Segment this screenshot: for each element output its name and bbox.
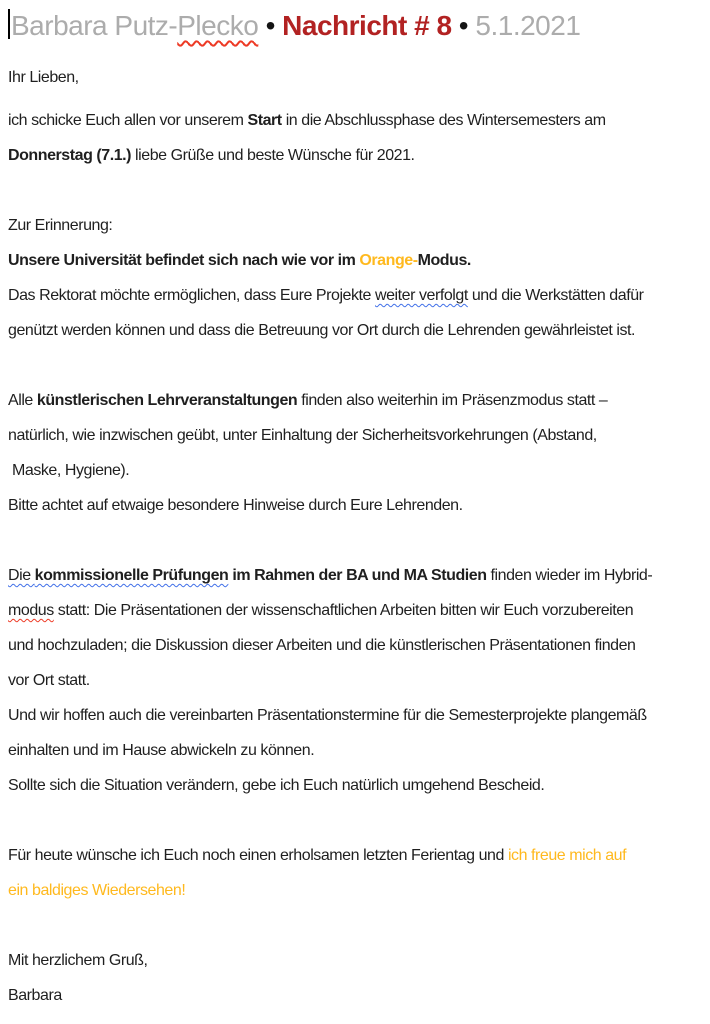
text-segment: liebe Grüße und beste Wünsche für 2021. <box>131 147 415 164</box>
text-segment: kommissionelle Prüfungen <box>34 567 229 584</box>
bullet-separator: • <box>451 10 476 41</box>
text-segment: vor Ort statt. <box>8 672 90 689</box>
blank-line <box>8 173 702 208</box>
text-line <box>8 208 702 243</box>
text-segment: Und wir hoffen auch die vereinbarten Präsentationstermine für die Semesterprojekte plangemäß <box>8 707 647 724</box>
text-segment: künstlerischen Lehrveranstaltungen <box>36 392 298 409</box>
text-line <box>8 943 702 978</box>
message-body <box>8 60 702 1013</box>
text-segment: ich schicke Euch allen vor unserem <box>8 112 248 129</box>
text-segment: ich freue mich auf <box>507 847 627 864</box>
text-segment: natürlich, wie inzwischen geübt, unter Einhaltung der Sicherheitsvorkehrungen (Abstand, <box>8 427 597 444</box>
text-segment: Für heute wünsche ich Euch noch einen erholsamen letzten Ferientag und <box>8 847 508 864</box>
text-line <box>8 278 702 313</box>
text-line <box>8 978 702 1013</box>
author-name-part: Barbara Putz- <box>11 10 178 41</box>
text-line <box>8 838 702 873</box>
text-segment: in die Abschlussphase des Wintersemesters am <box>281 112 606 129</box>
text-line <box>8 698 702 733</box>
text-segment: Barbara <box>8 987 62 1004</box>
text-segment: finden wieder im Hybrid- <box>486 567 653 584</box>
text-segment: Donnerstag (7.1.) <box>8 147 132 164</box>
text-line <box>8 768 702 803</box>
text-segment: modus <box>8 602 54 619</box>
text-segment: Zur Erinnerung: <box>8 217 113 234</box>
text-segment: ein baldiges Wiedersehen! <box>8 882 186 899</box>
text-line <box>8 873 702 908</box>
text-line <box>8 558 702 593</box>
text-segment: im Rahmen der BA und MA Studien <box>228 567 487 584</box>
text-line <box>8 418 702 453</box>
text-segment: statt: Die Präsentationen der wissenschaftlichen Arbeiten bitten wir Euch vorzubereiten <box>53 602 634 619</box>
text-segment: Das Rektorat möchte ermöglichen, dass Eure Projekte <box>8 287 375 304</box>
message-title: Nachricht # 8 <box>282 10 452 41</box>
text-segment: Die <box>8 567 35 584</box>
text-segment: Start <box>247 112 282 129</box>
text-segment: Sollte sich die Situation verändern, gebe ich Euch natürlich umgehend Bescheid. <box>8 777 545 794</box>
blank-line <box>8 348 702 383</box>
text-line <box>8 593 702 628</box>
blank-line <box>8 803 702 838</box>
text-line <box>8 60 702 95</box>
text-segment: Modus. <box>417 252 471 269</box>
message-date: 5.1.2021 <box>475 10 581 41</box>
text-line <box>8 243 702 278</box>
text-segment: Ihr Lieben, <box>8 69 79 86</box>
header-segments <box>11 10 580 41</box>
text-segment: weiter verfolgt <box>375 287 468 304</box>
text-segment: Maske, Hygiene). <box>8 462 130 479</box>
text-segment: Orange- <box>359 252 418 269</box>
author-name-part-misspelled: Plecko <box>177 10 259 41</box>
text-segment: finden also weiterhin im Präsenzmodus statt – <box>297 392 608 409</box>
bullet-separator: • <box>258 10 283 41</box>
blank-line <box>8 523 702 558</box>
text-line <box>8 138 702 173</box>
text-line <box>8 313 702 348</box>
text-segment: Unsere Universität befindet sich nach wie vor im <box>8 252 360 269</box>
text-line <box>8 628 702 663</box>
text-line <box>8 383 702 418</box>
text-line <box>8 488 702 523</box>
text-segment: Mit herzlichem Gruß, <box>8 952 148 969</box>
text-line <box>8 103 702 138</box>
text-cursor-caret <box>8 9 10 39</box>
text-segment: einhalten und im Hause abwickeln zu können. <box>8 742 315 759</box>
text-segment: genützt werden können und dass die Betreuung vor Ort durch die Lehrenden gewährleistet ist. <box>8 322 636 339</box>
text-segment: Alle <box>8 392 37 409</box>
text-line <box>8 663 702 698</box>
text-line <box>8 453 702 488</box>
text-segment: und hochzuladen; die Diskussion dieser Arbeiten und die künstlerischen Präsentationen finden <box>8 637 636 654</box>
blank-line <box>8 908 702 943</box>
text-line <box>8 733 702 768</box>
text-segment: Bitte achtet auf etwaige besondere Hinweise durch Eure Lehrenden. <box>8 497 463 514</box>
text-segment: und die Werkstätten dafür <box>467 287 644 304</box>
message-header <box>8 6 702 46</box>
